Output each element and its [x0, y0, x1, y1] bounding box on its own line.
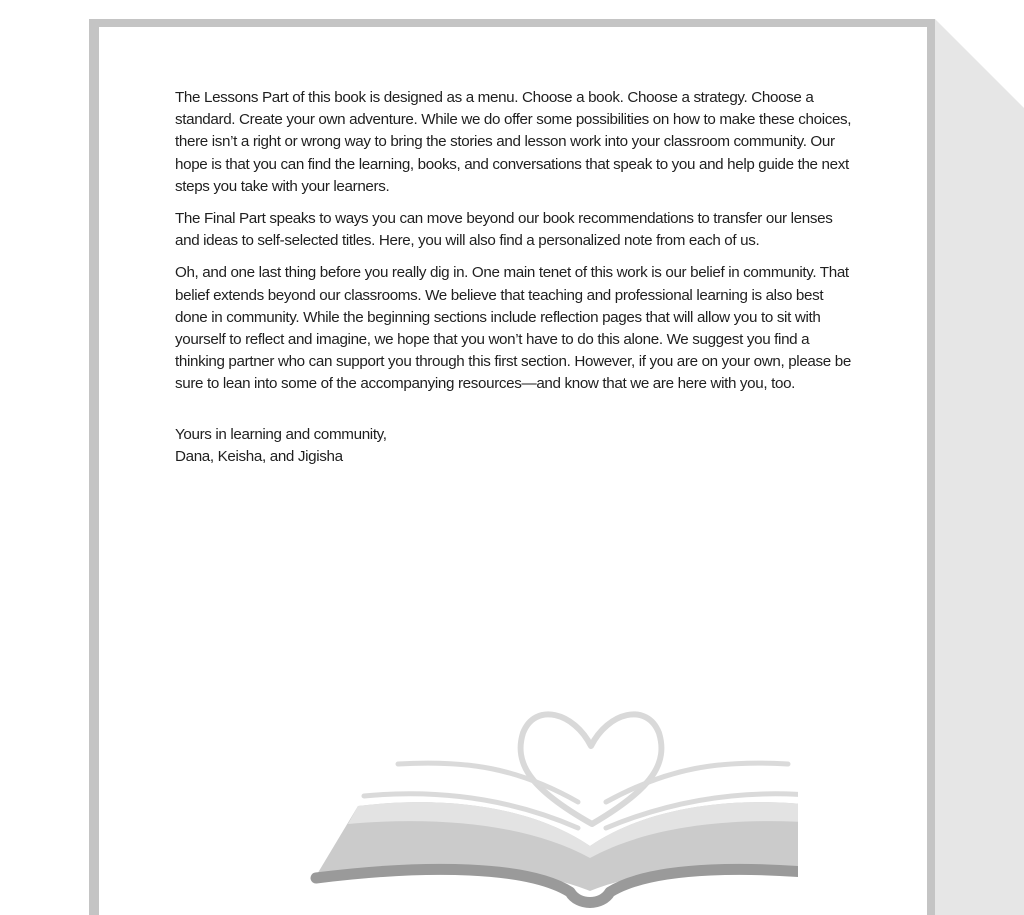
page-curl-shadow [935, 19, 1024, 915]
paragraph-community: Oh, and one last thing before you really dig in. One main tenet of this work is our belief in community. That belief extends beyond our classrooms. We believe that teaching and professional learning is also best done in community. While the beginning sections include reflection pages that will allow you to sit with yourself to reflect and imagine, we hope that you won’t have to do this alone. We suggest you find a thinking partner who can support you through this first section. However, if you are on your own, please be sure to lean into some of the accompanying resources—and know that we are here with you, too. [175, 264, 851, 393]
signoff [175, 424, 855, 468]
open-book-heart-icon [198, 706, 798, 915]
document-page [99, 27, 927, 915]
heart-outline [521, 714, 662, 824]
signature-line: Dana, Keisha, and Jigisha [175, 447, 343, 465]
paragraph-lessons-part: The Lessons Part of this book is designed as a menu. Choose a book. Choose a strategy. Choose a standard. Create your own adventure. While we do offer some possibilities on how to make these choices, there isn’t a right or wrong way to bring the stories and lesson work into your classroom community. Our hope is that you can find the learning, books, and conversations that speak to you and help guide the next steps you take with your learners. [175, 89, 852, 195]
closing-line: Yours in learning and community, [175, 425, 387, 443]
paragraph-final-part: The Final Part speaks to ways you can move beyond our book recommendations to transfer our lenses and ideas to self-selected titles. Here, you will also find a personalized note from each of us. [175, 210, 833, 250]
letter-body [175, 87, 855, 478]
